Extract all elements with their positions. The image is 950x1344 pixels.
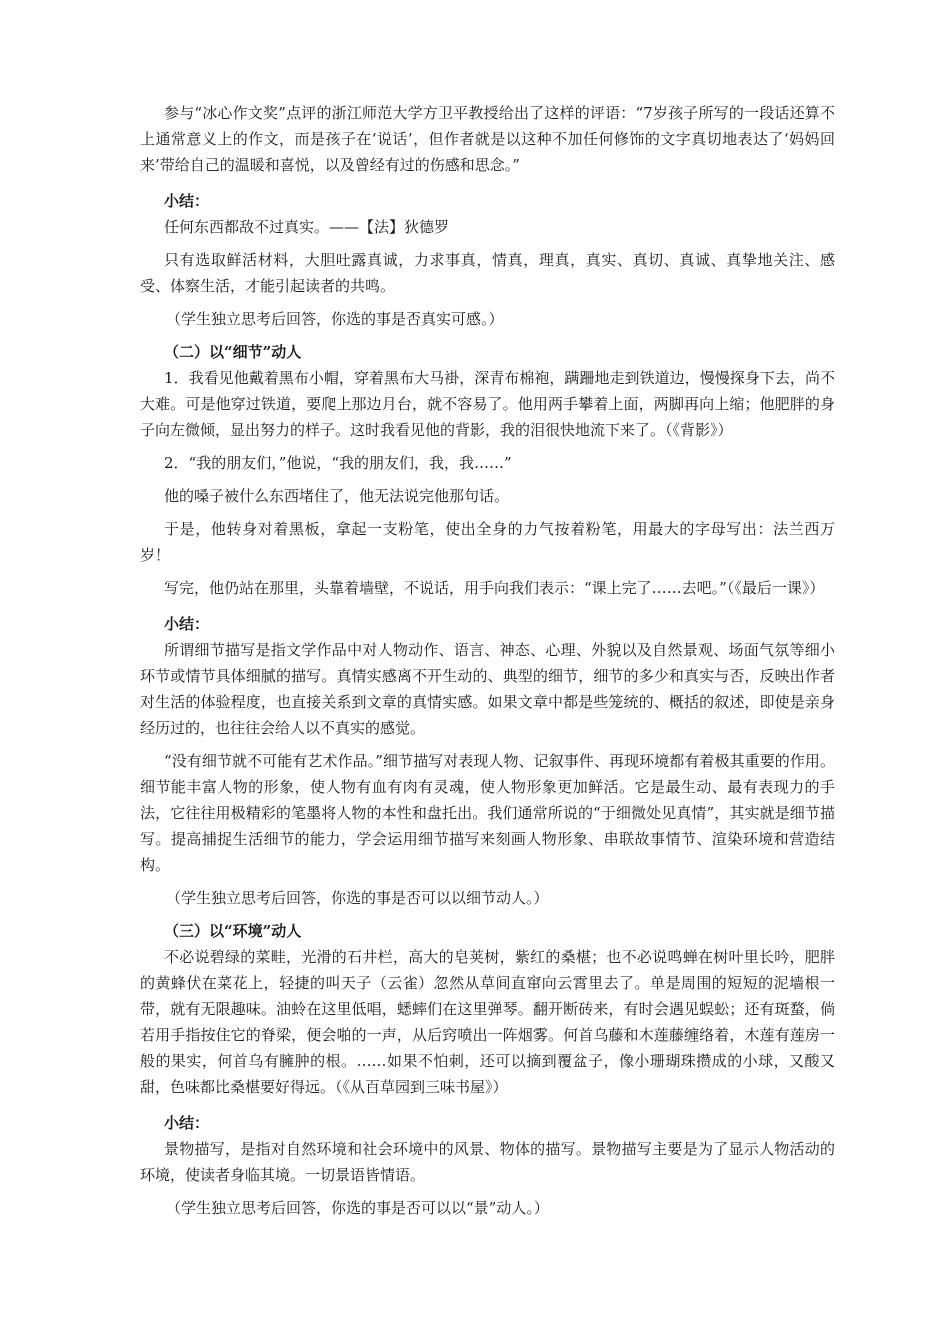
student-note: （学生独立思考后回答，你选的事是否可以以细节动人。）: [166, 889, 549, 907]
section-heading-detail: （二）以“细节”动人: [164, 343, 302, 361]
student-note: （学生独立思考后回答，你选的事是否可以以“景”动人。）: [166, 1199, 549, 1217]
example-paragraph: 1．我看见他戴着黑布小帽，穿着黑布大马褂，深青布棉袍，蹒跚地走到铁道边，慢慢探身下去，尚不大难。可是他穿过铁道，要爬上那边月台，就不容易了。他用两手攀着上面，两脚再向上缩；他肥胖的身子向左微倾，显出努力的样子。这时我看见他的背影，我的泪很快地流下来了。（《背影》）: [140, 369, 835, 439]
summary-quote: 任何东西都敌不过真实。——【法】狄德罗: [164, 218, 450, 236]
example-paragraph: 2．“我的朋友们，”他说，“我的朋友们，我，我……”: [164, 454, 512, 472]
summary-label: 小结：: [164, 192, 210, 210]
example-paragraph: 不必说碧绿的菜畦，光滑的石井栏，高大的皂荚树，紫红的桑椹；也不必说鸣蝉在树叶里长吟，肥胖的黄蜂伏在菜花上，轻捷的叫天子（云雀）忽然从草间直窜向云霄里去了。单是周围的短短的泥墙根一带，就有无限趣味。油蛉在这里低唱，蟋蟀们在这里弹琴。翻开断砖来，有时会遇见蜈蚣；还有斑蝥，倘若用手指按住它的脊梁，便会啪的一声，从后窍喷出一阵烟雾。何首乌藤和木莲藤缠络着，木莲有莲房一般的果实，何首乌有臃肿的根。……如果不怕刺，还可以摘到覆盆子，像小珊瑚珠攒成的小球，又酸又甜，色味都比桑椹要好得远。（《从百草园到三味书屋》）: [140, 948, 835, 1096]
section-heading-environment: （三）以“环境”动人: [164, 922, 302, 940]
summary-text: “没有细节就不可能有艺术作品。”细节描写对表现人物、记叙事件、再现环境都有着极其重要的作用。细节能丰富人物的形象，使人物有血有肉有灵魂，使人物形象更加鲜活。它是最生动、最有表现力的手法，它往往用极精彩的笔墨将人物的本性和盘托出。我们通常所说的“于细微处见真情”，其实就是细节描写。提高捕捉生活细节的能力，学会运用细节描写来刻画人物形象、串联故事情节、渲染环境和营造结构。: [140, 752, 835, 874]
student-note: （学生独立思考后回答，你选的事是否真实可感。）: [166, 310, 504, 328]
summary-label: 小结：: [164, 615, 210, 633]
summary-text: 所谓细节描写是指文学作品中对人物动作、语言、神态、心理、外貌以及自然景观、场面气氛等细小环节或情节具体细腻的描写。真情实感离不开生动的、典型的细节，细节的多少和真实与否，反映出作者对生活的体验程度，也直接关系到文章的真情实感。如果文章中都是些笼统的、概括的叙述，即使是亲身经历过的，也往往会给人以不真实的感觉。: [140, 641, 835, 737]
summary-label: 小结：: [164, 1114, 210, 1132]
example-paragraph: 写完，他仍站在那里，头靠着墙壁，不说话，用手向我们表示：“课上完了……去吧。”（《最后一课》）: [164, 579, 825, 597]
summary-text: 只有选取鲜活材料，大胆吐露真诚，力求事真，情真，理真，真实、真切、真诚、真挚地关注、感受、体察生活，才能引起读者的共鸣。: [140, 251, 835, 295]
example-paragraph: 他的嗓子被什么东西堵住了，他无法说完他那句话。: [164, 487, 510, 505]
example-paragraph: 于是，他转身对着黑板，拿起一支粉笔，使出全身的力气按着粉笔，用最大的字母写出：法兰西万岁！: [140, 520, 835, 564]
paragraph-commentary: 参与“冰心作文奖”点评的浙江师范大学方卫平教授给出了这样的评语：“7岁孩子所写的一段话还算不上通常意义上的作文，而是孩子在‘说话’，但作者就是以这种不加任何修饰的文字真切地表达了‘妈妈回来’带给自己的温暖和喜悦，以及曾经有过的伤感和思念。”: [140, 104, 835, 174]
document-page: [140, 100, 835, 1228]
summary-text: 景物描写，是指对自然环境和社会环境中的风景、物体的描写。景物描写主要是为了显示人物活动的环境，使读者身临其境。一切景语皆情语。: [140, 1140, 835, 1184]
